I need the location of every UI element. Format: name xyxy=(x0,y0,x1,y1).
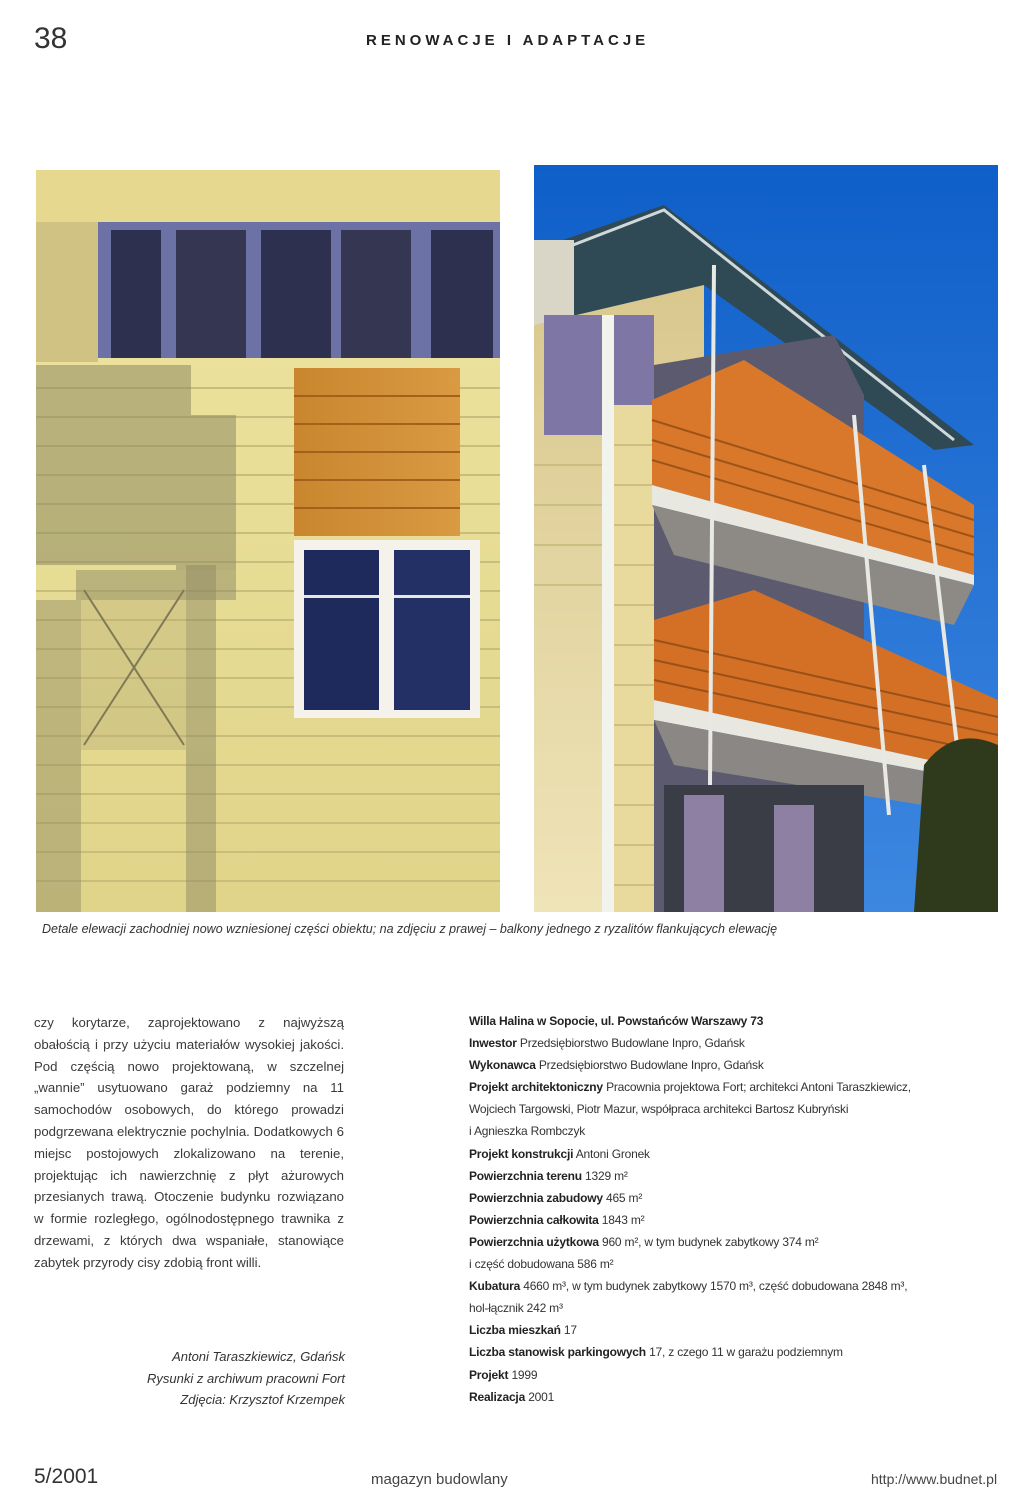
facade-detail-image xyxy=(36,170,500,912)
photo-facade-detail xyxy=(36,170,500,912)
fact-value: 4660 m³, w tym budynek zabytkowy 1570 m³, część dobudowana 2848 m³, xyxy=(523,1279,908,1294)
fact-label: Powierzchnia całkowita xyxy=(469,1212,599,1227)
fact-line xyxy=(469,1275,1009,1297)
fact-label: Kubatura xyxy=(469,1279,521,1294)
fact-value: i Agnieszka Rombczyk xyxy=(469,1124,586,1139)
photo-caption: Detale elewacji zachodniej nowo wzniesionej części obiektu; na zdjęciu z prawej – balkony jednego z ryzalitów flankujących elewację xyxy=(42,922,778,936)
fact-line xyxy=(469,1187,1009,1209)
fact-value: i część dobudowana 586 m² xyxy=(469,1257,614,1272)
fact-label: Liczba mieszkań xyxy=(469,1323,561,1338)
footer-magazine-name: magazyn budowlany xyxy=(371,1471,508,1488)
fact-line xyxy=(469,1364,1009,1386)
fact-line xyxy=(469,1054,1009,1076)
footer-url: http://www.budnet.pl xyxy=(871,1471,998,1487)
fact-line xyxy=(469,1386,1009,1408)
page-number: 38 xyxy=(34,22,68,55)
fact-value: 1329 m² xyxy=(585,1168,628,1183)
fact-value: 465 m² xyxy=(605,1190,643,1205)
article-credits xyxy=(60,1346,345,1411)
fact-value: Przedsiębiorstwo Budowlane Inpro, Gdańsk xyxy=(519,1036,745,1051)
balconies-image xyxy=(534,165,998,912)
fact-line xyxy=(469,1098,1009,1120)
fact-value: 17, z czego 11 w garażu podziemnym xyxy=(649,1345,843,1360)
fact-line xyxy=(469,1319,1009,1341)
project-facts xyxy=(469,1010,1009,1408)
fact-label: Inwestor xyxy=(469,1036,517,1051)
footer-issue: 5/2001 xyxy=(34,1465,99,1488)
fact-line xyxy=(469,1165,1009,1187)
fact-line xyxy=(469,1297,1009,1319)
fact-value: 960 m², w tym budynek zabytkowy 374 m² xyxy=(601,1234,819,1249)
fact-value: Antoni Gronek xyxy=(575,1146,650,1161)
fact-line xyxy=(469,1253,1009,1275)
fact-line xyxy=(469,1032,1009,1054)
fact-label: Realizacja xyxy=(469,1389,526,1404)
fact-label: Wykonawca xyxy=(469,1058,536,1073)
fact-value: 2001 xyxy=(528,1389,555,1404)
photo-balconies xyxy=(534,165,998,912)
fact-line xyxy=(469,1076,1009,1098)
fact-value: Pracownia projektowa Fort; architekci Antoni Taraszkiewicz, xyxy=(606,1080,911,1095)
fact-label: Powierzchnia użytkowa xyxy=(469,1234,599,1249)
fact-label: Powierzchnia terenu xyxy=(469,1168,582,1183)
fact-label: Willa Halina w Sopocie, ul. Powstańców Warszawy 73 xyxy=(469,1014,764,1028)
article-body: czy korytarze, zaprojektowano z najwyższą obałością i przy użyciu materiałów wysokiej jakości. Pod częścią nowo projektowaną, w szczelnej „wannie” usytuowano garaż podziemny na 11 samochodów osobowych, do którego prowadzi podgrzewana elektrycznie pochylnia. Dodatkowych 6 miejsc postojowych zlokalizowano na terenie, projektując ich nawierzchnię z płyt ażurowych przesianych trawą. Otoczenie budynku rozwiązano w formie rozległego, ogólnodostępnego trawnika z drzewami, z których dwa wspaniałe, stanowiące zabytek przyrody cisy zdobią front willi. xyxy=(34,1015,344,1270)
fact-line xyxy=(469,1231,1009,1253)
fact-label: Powierzchnia zabudowy xyxy=(469,1190,603,1205)
fact-value: 1999 xyxy=(511,1367,538,1382)
fact-label: Liczba stanowisk parkingowych xyxy=(469,1345,646,1360)
fact-line xyxy=(469,1143,1009,1165)
fact-value: Wojciech Targowski, Piotr Mazur, współpraca architekci Bartosz Kubryński xyxy=(469,1102,849,1117)
fact-value: hol-łącznik 242 m³ xyxy=(469,1301,563,1316)
fact-line xyxy=(469,1209,1009,1231)
fact-line xyxy=(469,1010,1009,1032)
credit-drawings: Rysunki z archiwum pracowni Fort xyxy=(147,1370,345,1386)
fact-label: Projekt konstrukcji xyxy=(469,1146,574,1161)
credit-author: Antoni Taraszkiewicz, Gdańsk xyxy=(172,1349,345,1364)
fact-label: Projekt xyxy=(469,1367,509,1382)
fact-line xyxy=(469,1120,1009,1142)
fact-value: Przedsiębiorstwo Budowlane Inpro, Gdańsk xyxy=(538,1058,764,1073)
fact-value: 17 xyxy=(563,1323,577,1338)
fact-line xyxy=(469,1341,1009,1363)
fact-label: Projekt architektoniczny xyxy=(469,1080,603,1095)
credit-photos: Zdjęcia: Krzysztof Krzempek xyxy=(180,1392,345,1407)
fact-value: 1843 m² xyxy=(601,1212,645,1227)
section-header: RENOWACJE I ADAPTACJE xyxy=(366,32,650,49)
